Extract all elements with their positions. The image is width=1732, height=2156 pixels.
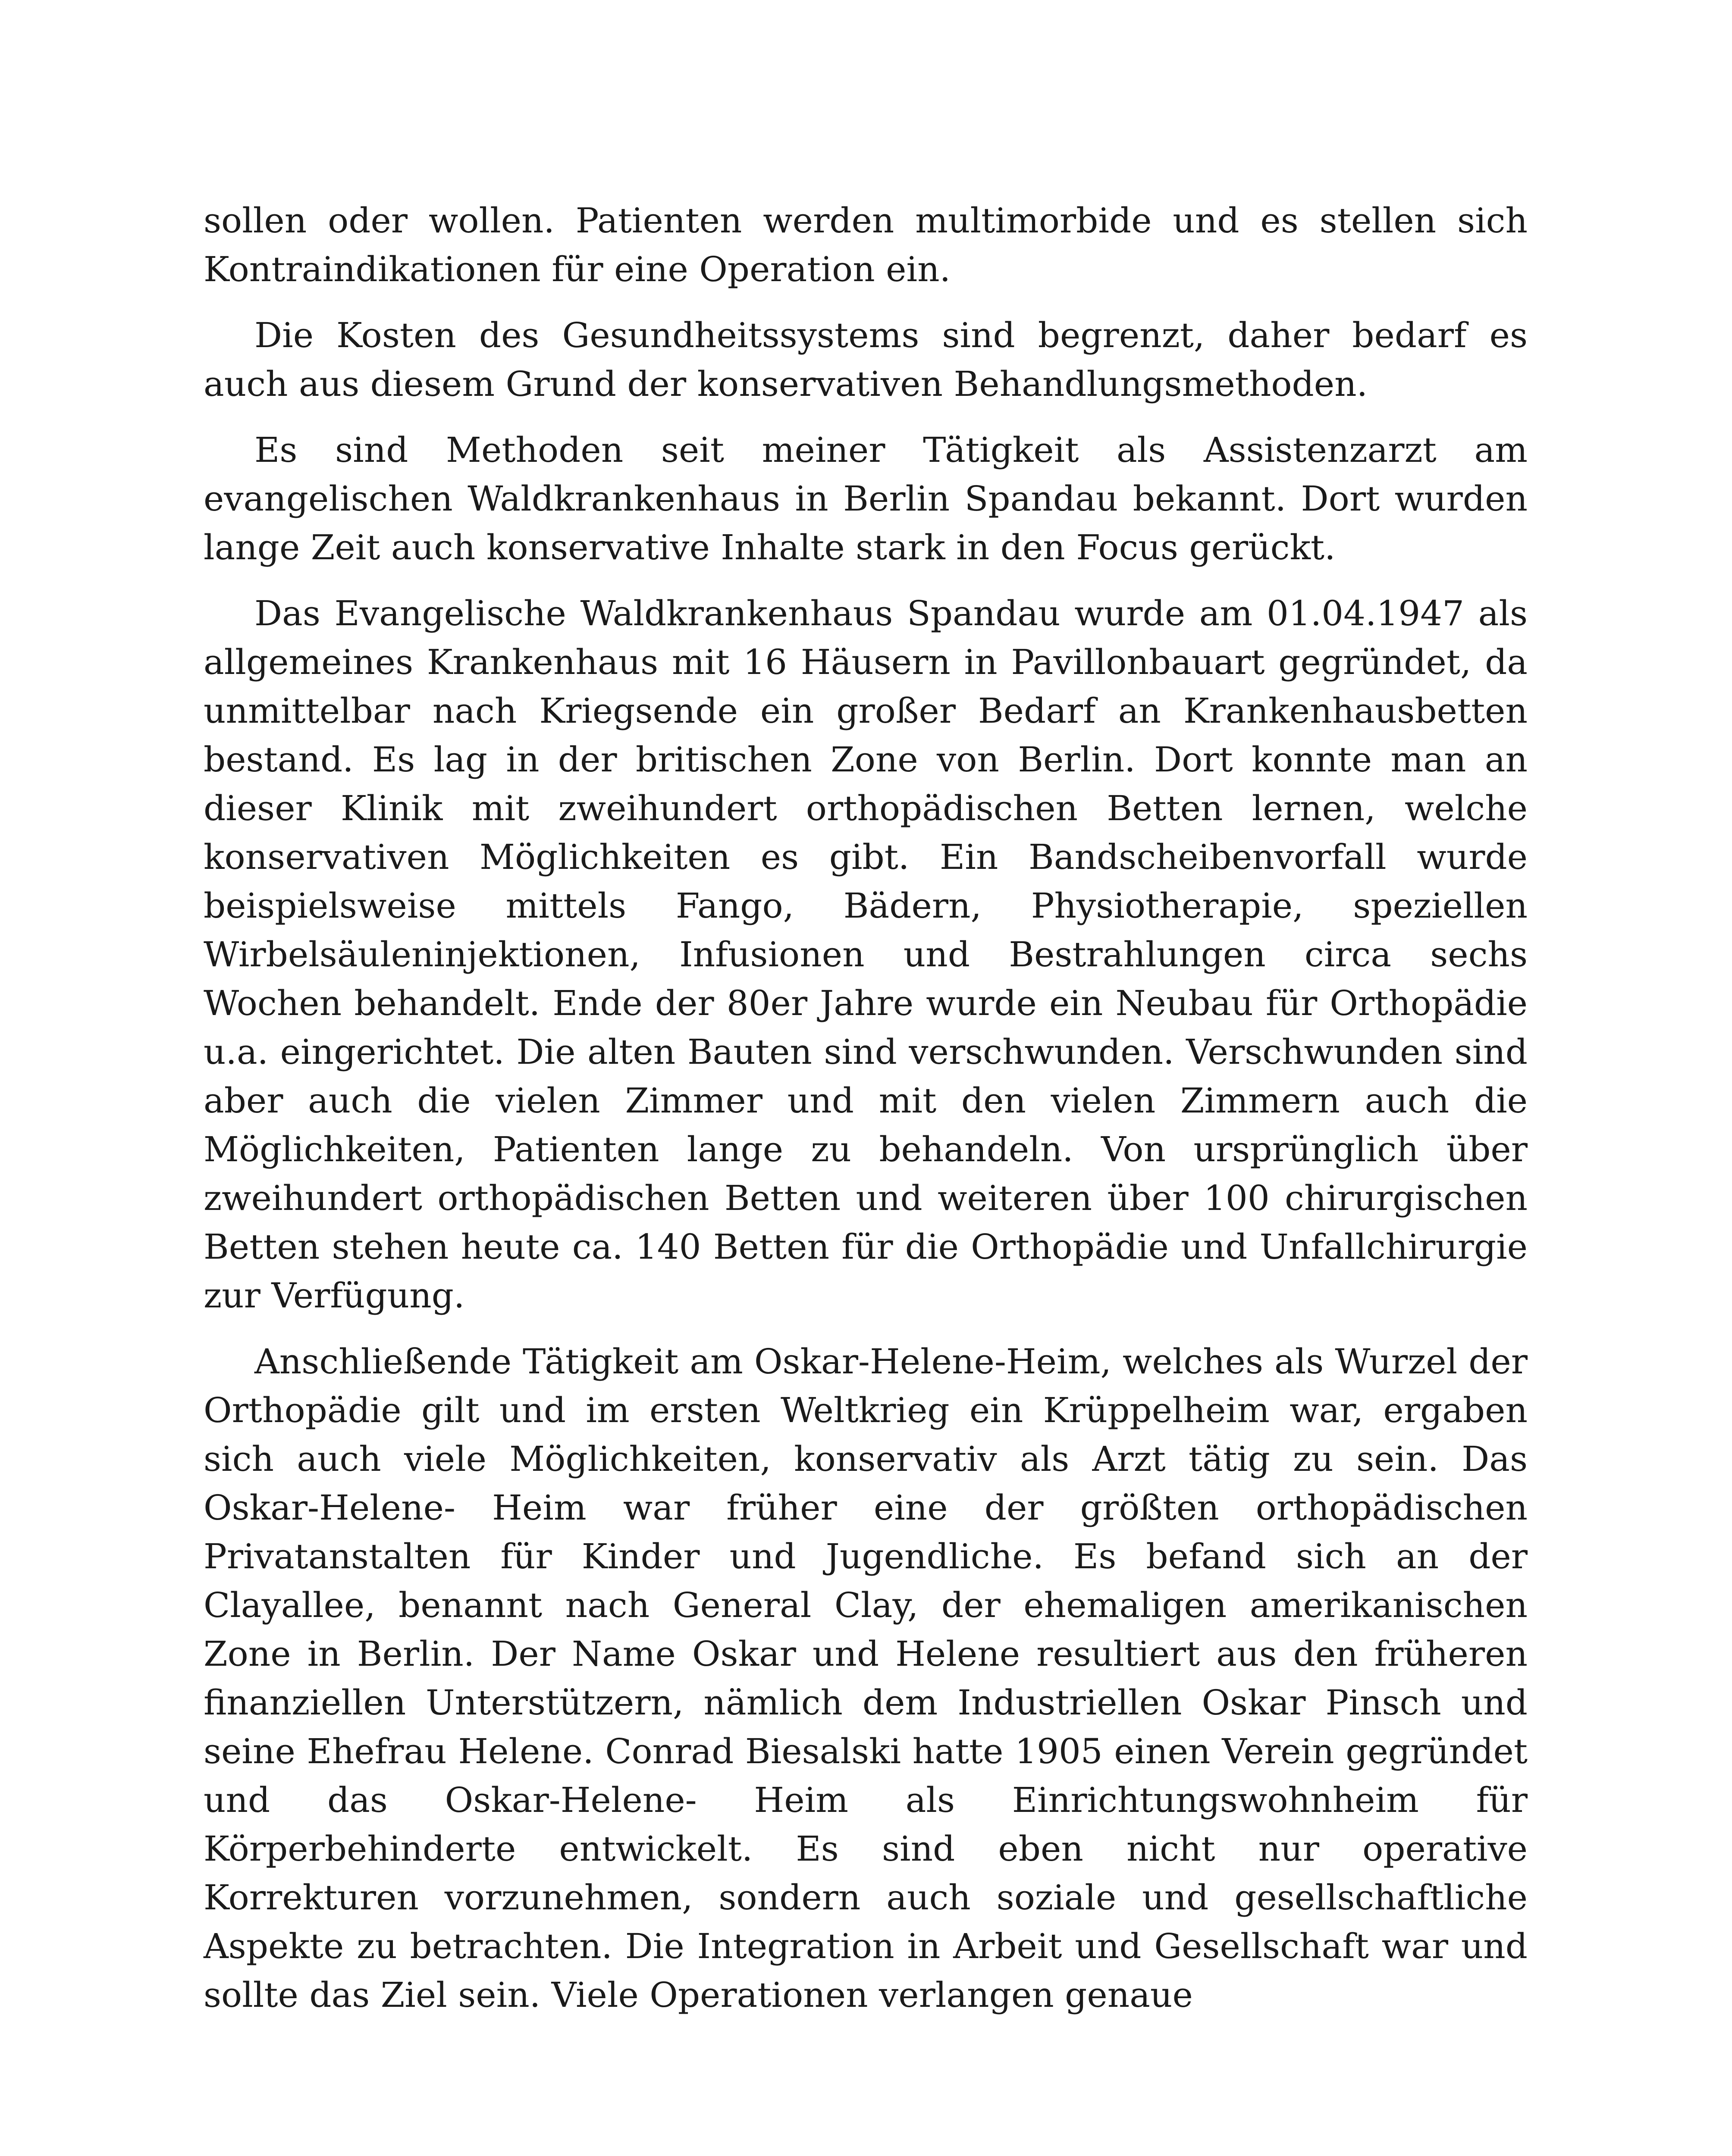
paragraph-3: Es sind Methoden seit meiner Tätigkeit als Assistenzarzt am evangelischen Waldkrankenhaus in Berlin Spandau bekannt. Dort wurden lange Zeit auch konservative Inhalte stark in den Focus gerückt. [204, 430, 1528, 567]
paragraph-4: Das Evangelische Waldkrankenhaus Spandau wurde am 01.04.1947 als allgemeines Krankenhaus mit 16 Häusern in Pavillonbauart gegründet, da unmittelbar nach Kriegsende ein großer Bedarf an Krankenhausbetten bestand. Es lag in der britischen Zone von Berlin. Dort konnte man an dieser Klinik mit zweihundert orthopädischen Betten lernen, welche konservativen Möglichkeiten es gibt. Ein Bandscheibenvorfall wurde beispielsweise mittels Fango, Bädern, Physiotherapie, speziellen Wirbelsäuleninjektionen, Infusionen und Bestrahlungen circa sechs Wochen behandelt. Ende der 80er Jahre wurde ein Neubau für Orthopädie u.a. eingerichtet. Die alten Bauten sind verschwunden. Verschwunden sind aber auch die vielen Zimmer und mit den vielen Zimmern auch die Möglichkeiten, Patienten lange zu behandeln. Von ursprünglich über zweihundert orthopädischen Betten und weiteren über 100 chirurgischen Betten stehen heute ca. 140 Betten für die Orthopädie und Unfallchirurgie zur Verfügung. [204, 593, 1528, 1316]
paragraph-2: Die Kosten des Gesundheitssystems sind begrenzt, daher bedarf es auch aus diesem Grund der konservativen Behandlungsmethoden. [204, 315, 1528, 404]
paragraph-5: Anschließende Tätigkeit am Oskar-Helene-Heim, welches als Wurzel der Orthopädie gilt und im ersten Weltkrieg ein Krüppelheim war, ergaben sich auch viele Möglichkeiten, konservativ als Arzt tätig zu sein. Das Oskar-Helene- Heim war früher eine der größten orthopädischen Privatanstalten für Kinder und Jugendliche. Es befand sich an der Clayallee, benannt nach General Clay, der ehemaligen amerikanischen Zone in Berlin. Der Name Oskar und Helene resultiert aus den früheren finanziellen Unterstützern, nämlich dem Industriellen Oskar Pinsch und seine Ehefrau Helene. Conrad Biesalski hatte 1905 einen Verein gegründet und das Oskar-Helene- Heim als Einrichtungswohnheim für Körperbehinderte entwickelt. Es sind eben nicht nur operative Korrekturen vorzunehmen, sondern auch soziale und gesellschaftliche Aspekte zu betrachten. Die Integration in Arbeit und Gesellschaft war und sollte das Ziel sein. Viele Operationen verlangen genaue [204, 1341, 1528, 2015]
paragraph-1: sollen oder wollen. Patienten werden multimorbide und es stellen sich Kontraindikationen für eine Operation ein. [204, 201, 1528, 289]
body-text [204, 196, 1528, 2037]
